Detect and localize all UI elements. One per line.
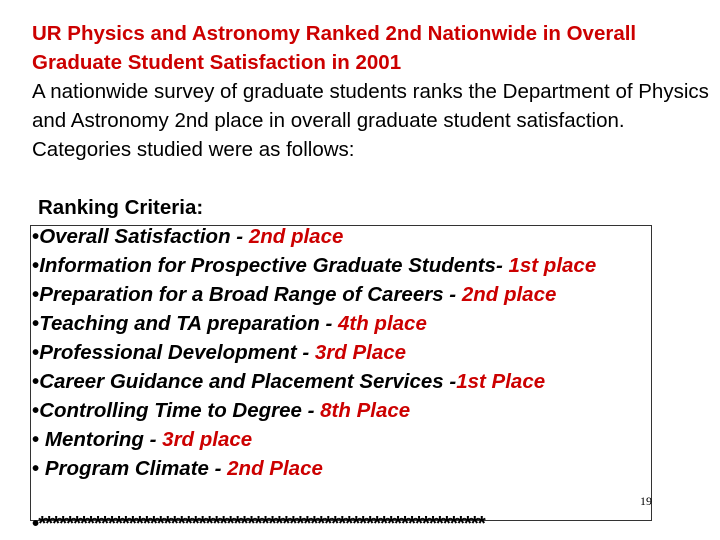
criteria-label: Program Climate - (39, 457, 228, 480)
intro-paragraph: A nationwide survey of graduate students ranks the Department of Physics and Astronomy 2nd place in overall graduate student satisfaction. Categories studied were as follows: (32, 80, 709, 161)
criteria-label: Overall Satisfaction - (39, 225, 249, 248)
criteria-label: Preparation for a Broad Range of Careers - (39, 283, 462, 306)
criteria-rank: 2nd place (461, 283, 557, 306)
bullet-icon: • (32, 254, 40, 277)
criteria-item (32, 309, 672, 338)
criteria-label: Career Guidance and Placement Services - (39, 370, 457, 393)
criteria-rank: 4th place (337, 312, 427, 335)
separator-line (32, 509, 485, 538)
criteria-rank: 8th Place (320, 399, 411, 422)
bullet-icon: • (32, 283, 40, 306)
criteria-rank: 1st Place (456, 370, 546, 393)
criteria-list (32, 222, 672, 483)
separator-stars: **************************************************************** (38, 512, 485, 535)
criteria-rank: 2nd place (248, 225, 344, 248)
bullet-icon: • (32, 312, 40, 335)
criteria-item (32, 251, 672, 280)
criteria-label: Teaching and TA preparation - (39, 312, 338, 335)
criteria-label: Professional Development - (39, 341, 315, 364)
criteria-rank: 3rd Place (314, 341, 407, 364)
criteria-item (32, 425, 672, 454)
criteria-item (32, 454, 672, 483)
criteria-label: Information for Prospective Graduate Students- (39, 254, 509, 277)
criteria-rank: 3rd place (162, 428, 253, 451)
bullet-icon: • (32, 512, 39, 535)
criteria-item (32, 222, 672, 251)
criteria-rank: 2nd Place (227, 457, 323, 480)
criteria-item (32, 396, 672, 425)
bullet-icon: • (32, 399, 40, 422)
bullet-icon: • (32, 370, 40, 393)
criteria-item (32, 367, 672, 396)
criteria-label: Controlling Time to Degree - (39, 399, 321, 422)
bullet-icon: • (32, 428, 40, 451)
slide-title: UR Physics and Astronomy Ranked 2nd Nationwide in Overall Graduate Student Satisfaction in 2001 (32, 22, 637, 74)
criteria-label: Mentoring - (39, 428, 163, 451)
page-number: 19 (640, 494, 652, 508)
bullet-icon: • (32, 457, 40, 480)
bullet-icon: • (32, 225, 40, 248)
criteria-heading: Ranking Criteria: (38, 196, 204, 219)
criteria-item (32, 338, 672, 367)
criteria-rank: 1st place (508, 254, 597, 277)
bullet-icon: • (32, 341, 40, 364)
criteria-item (32, 280, 672, 309)
